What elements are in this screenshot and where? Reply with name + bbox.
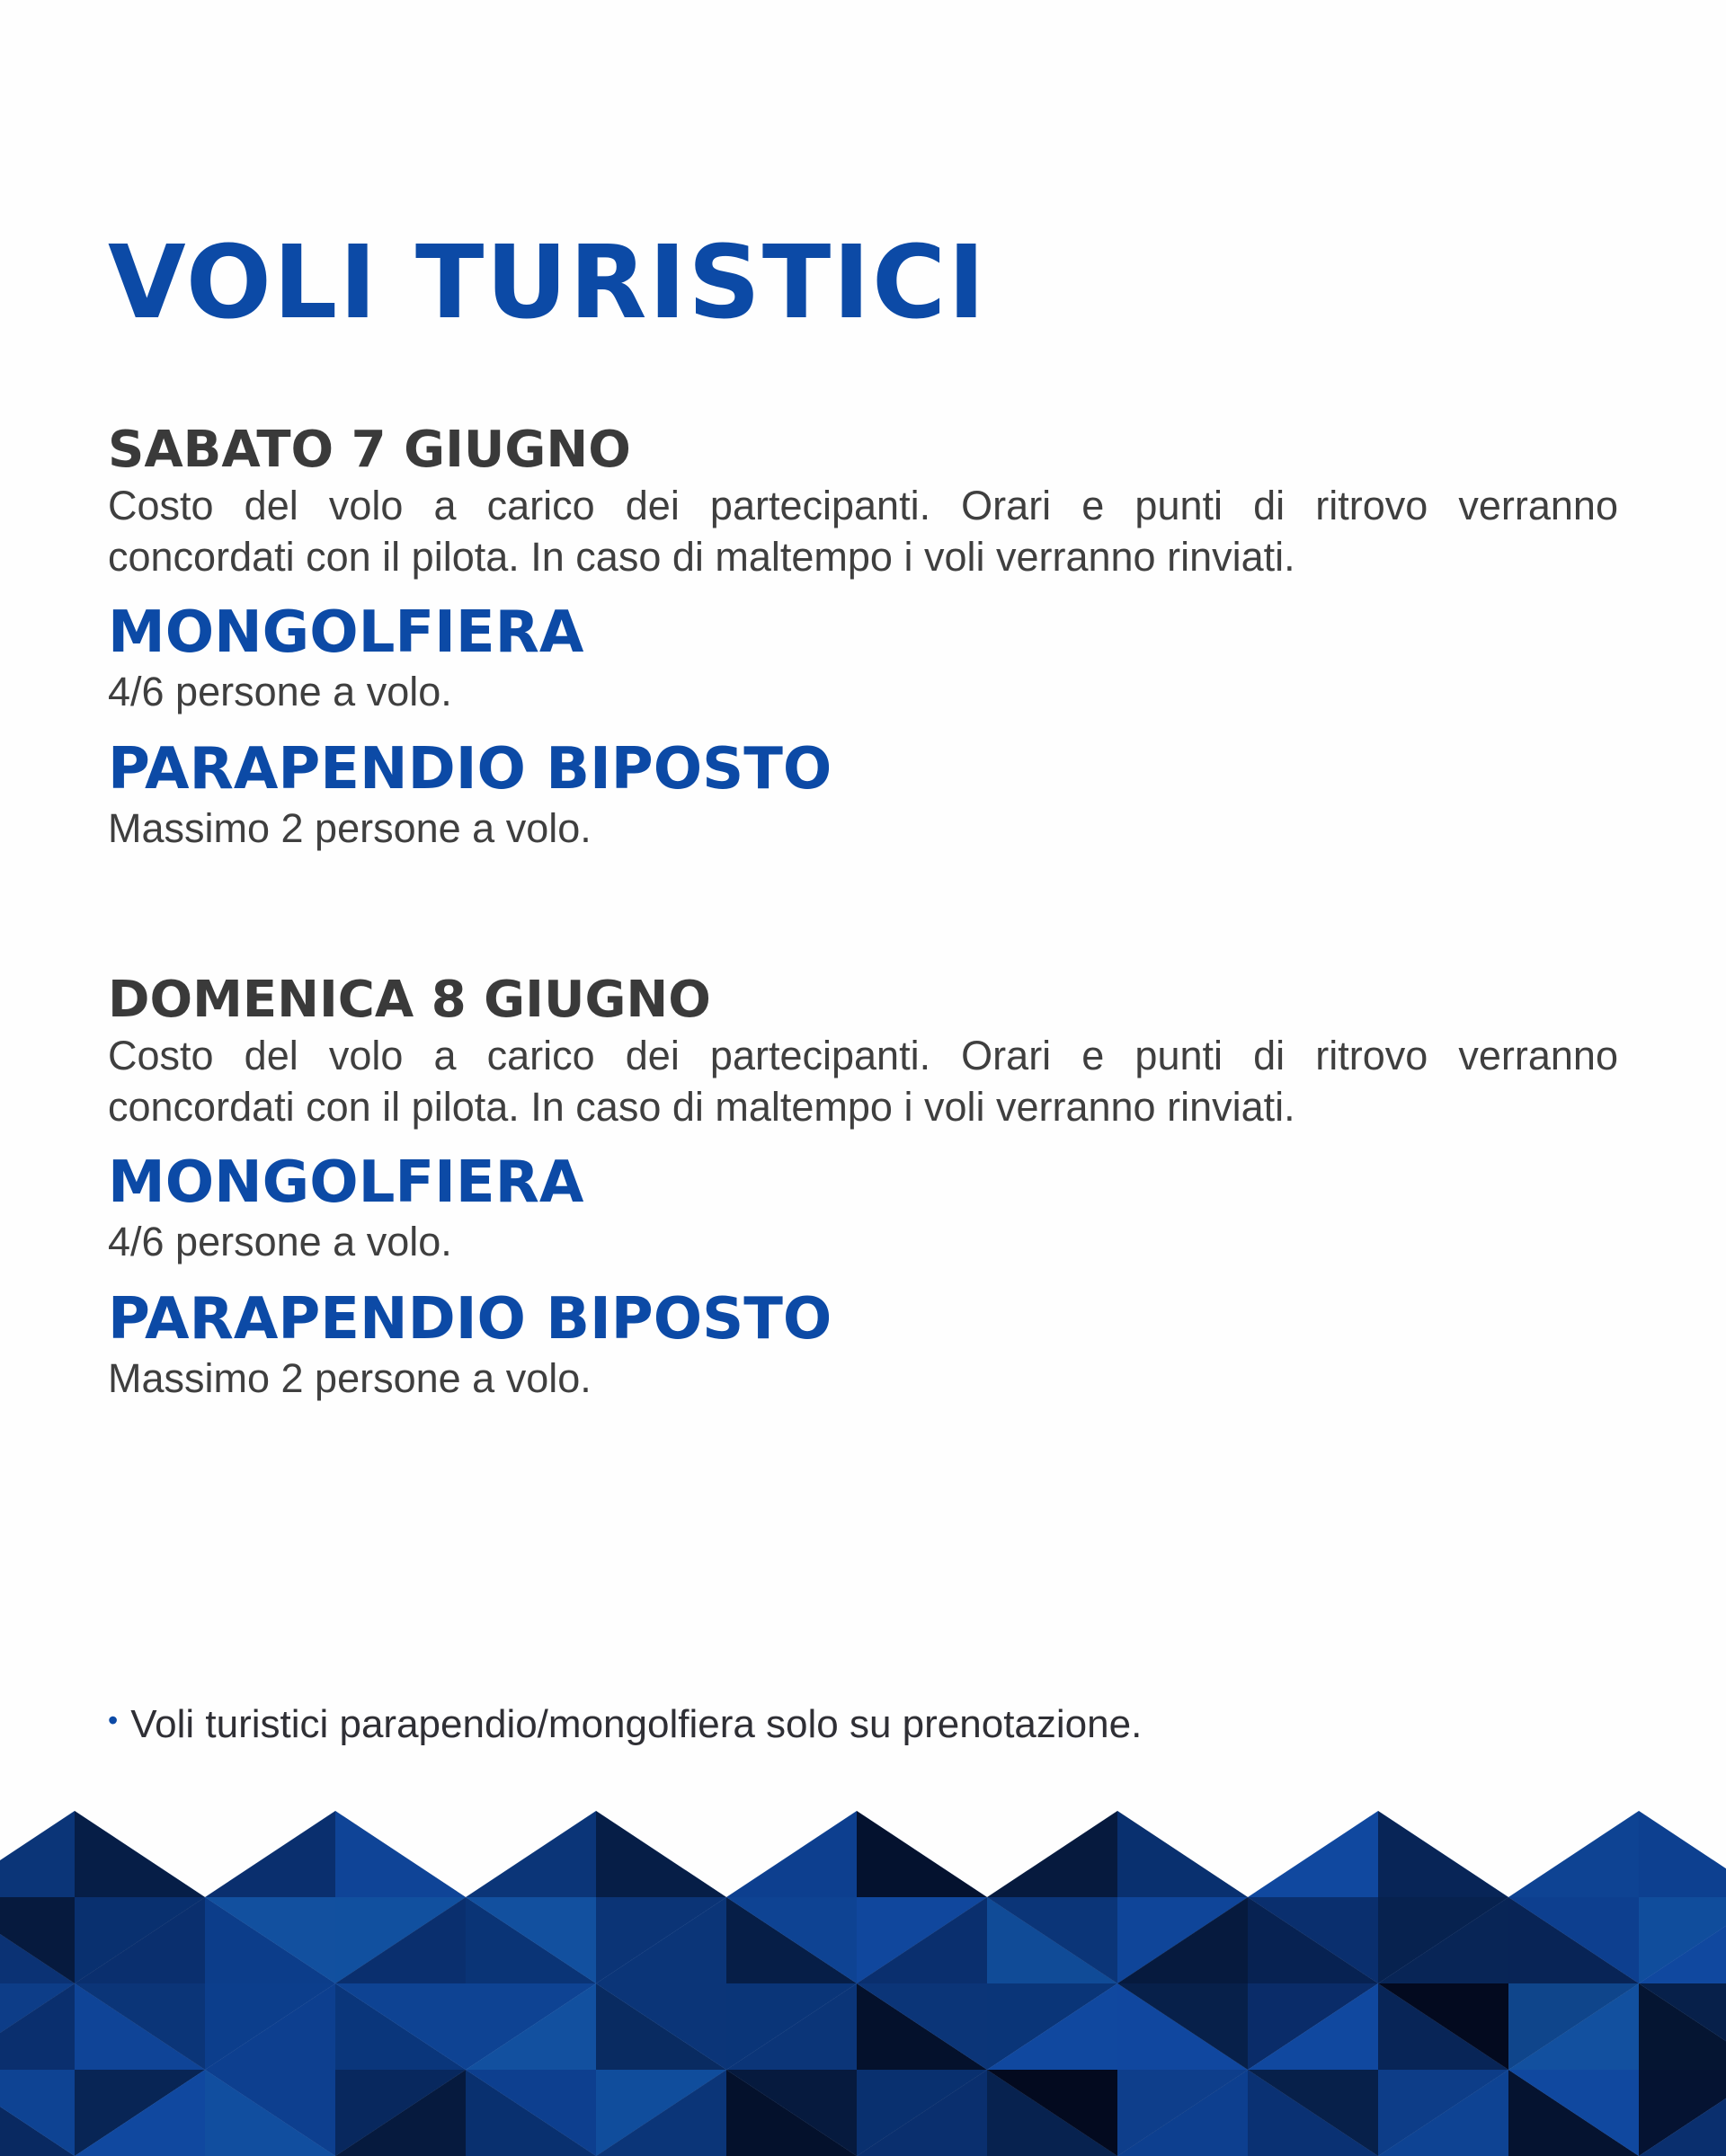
flight-type-heading: PARAPENDIO BIPOSTO: [108, 1286, 832, 1353]
day-description: [108, 1030, 1618, 1132]
flight-type-heading: MONGOLFIERA: [108, 1149, 584, 1216]
decorative-triangle-pattern: [0, 1811, 1726, 2156]
day-description-line: concordati con il pilota. In caso di maltempo i voli verranno rinviati.: [108, 534, 1295, 580]
pattern-triangle: [75, 1811, 205, 1897]
day-description-line: Costo del volo a carico dei partecipanti. Orari e punti di ritrovo verranno: [108, 483, 1618, 528]
pattern-triangle: [1639, 1811, 1726, 1897]
pattern-triangle: [335, 1811, 466, 1897]
pattern-triangle: [857, 1811, 987, 1897]
day-description-line: Costo del volo a carico dei partecipanti. Orari e punti di ritrovo verranno: [108, 1033, 1618, 1078]
flight-type-heading: PARAPENDIO BIPOSTO: [108, 736, 832, 803]
day-description-line: concordati con il pilota. In caso di maltempo i voli verranno rinviati.: [108, 1084, 1295, 1130]
day-heading: DOMENICA 8 GIUGNO: [108, 971, 711, 1029]
pattern-triangle: [1117, 1811, 1248, 1897]
flight-type-detail: Massimo 2 persone a volo.: [108, 1355, 592, 1401]
page-title: VOLI TURISTICI: [108, 225, 987, 342]
day-description: [108, 480, 1618, 582]
flight-type-detail: 4/6 persone a volo.: [108, 1219, 452, 1264]
bullet-icon: •: [108, 1704, 119, 1736]
booking-note-text: Voli turistici parapendio/mongolfiera solo su prenotazione.: [130, 1702, 1143, 1746]
pattern-triangle: [1378, 1811, 1508, 1897]
day-section-saturday: [108, 421, 1618, 854]
flight-type-detail: Massimo 2 persone a volo.: [108, 805, 592, 851]
booking-note: [108, 1695, 1142, 1750]
flight-type-heading: MONGOLFIERA: [108, 599, 584, 666]
day-heading: SABATO 7 GIUGNO: [108, 421, 631, 479]
day-section-sunday: [108, 971, 1618, 1404]
flight-type-detail: 4/6 persone a volo.: [108, 669, 452, 714]
pattern-triangle: [596, 1811, 726, 1897]
